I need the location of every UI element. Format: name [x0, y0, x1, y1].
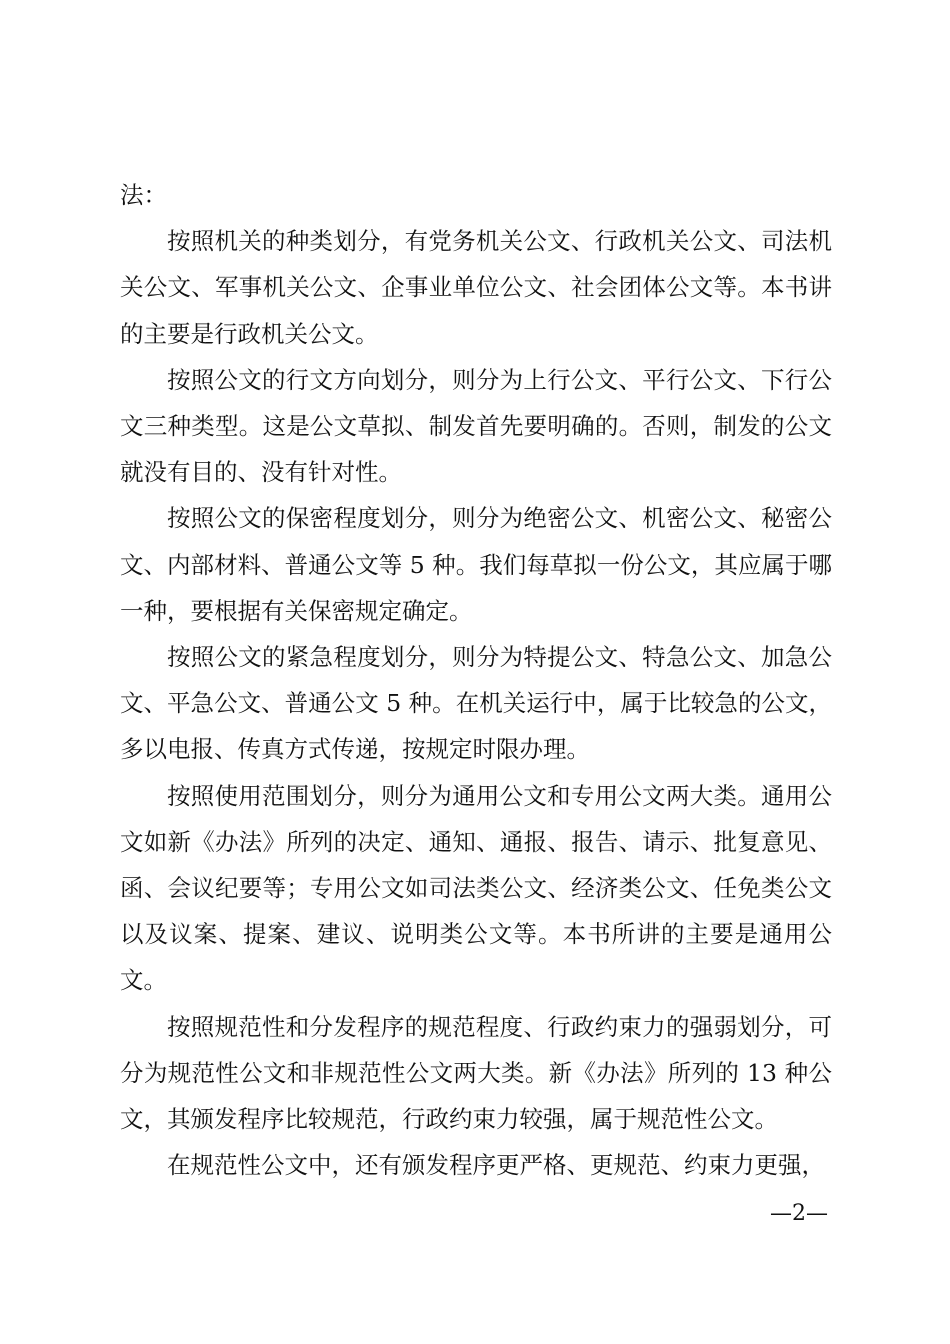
paragraph-normative-subset: 在规范性公文中，还有颁发程序更严格、更规范、约束力更强， — [167, 1151, 825, 1180]
paragraph-by-urgency: 按照公文的紧急程度划分，则分为特提公文、特急公文、加急公文、平急公文、普通公文 5 种。在机关运行中，属于比较急的公文，多以电报、传真方式传递，按规定时限办理。 — [120, 643, 832, 764]
paragraph-by-scope: 按照使用范围划分，则分为通用公文和专用公文两大类。通用公文如新《办法》所列的决定、通知、通报、报告、请示、批复意见、函、会议纪要等；专用公文如司法类公文、经济类公文、任免类公文以及议案、提案、建议、说明类公文等。本书所讲的主要是通用公文。 — [120, 781, 832, 995]
paragraph-by-normativity: 按照规范性和分发程序的规范程度、行政约束力的强弱划分，可分为规范性公文和非规范性公文两大类。新《办法》所列的 13 种公文，其颁发程序比较规范，行政约束力较强，属于规范性公文。 — [120, 1012, 832, 1134]
paragraph-continuation: 法： — [120, 181, 167, 209]
paragraph-by-agency-type: 按照机关的种类划分，有党务机关公文、行政机关公文、司法机关公文、军事机关公文、企事业单位公文、社会团体公文等。本书讲的主要是行政机关公文。 — [120, 227, 832, 348]
paragraph-by-secrecy: 按照公文的保密程度划分，则分为绝密公文、机密公文、秘密公文、内部材料、普通公文等 5 种。我们每草拟一份公文，其应属于哪一种，要根据有关保密规定确定。 — [120, 504, 832, 625]
paragraph-by-direction: 按照公文的行文方向划分，则分为上行公文、平行公文、下行公文三种类型。这是公文草拟、制发首先要明确的。否则，制发的公文就没有目的、没有针对性。 — [120, 365, 832, 487]
page-number: —2— — [770, 1201, 828, 1226]
document-body — [120, 172, 832, 1188]
